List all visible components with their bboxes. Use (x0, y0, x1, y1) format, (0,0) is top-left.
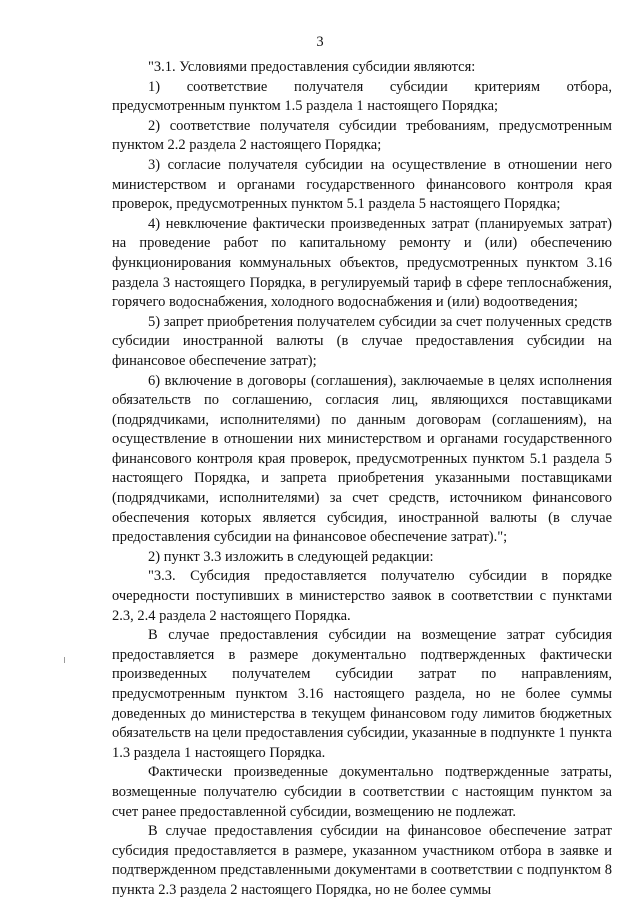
paragraph-3-3: "3.3. Субсидия предоставляется получателю субсидии в порядке очередности поступивших в министерство заявок в соответствии с пунктами 2.3, 2.4 раздела 2 настоящего Порядка. (112, 568, 612, 624)
paragraph-condition-2: 2) соответствие получателя субсидии требованиям, предусмотренным пунктом 2.2 раздела 2 настоящего Порядка; (112, 117, 612, 154)
scan-mark (64, 657, 65, 663)
paragraph-financial-support: В случае предоставления субсидии на финансовое обеспечение затрат субсидия предоставляется в размере, указанном участником отбора в заявке и подтвержденном представленными документами в соответствии с подпунктом 8 пункта 2.3 раздела 2 настоящего Порядка, но не более суммы (112, 823, 612, 898)
paragraph-condition-6: 6) включение в договоры (соглашения), заключаемые в целях исполнения обязательств по соглашению, согласия лиц, являющихся поставщиками (подрядчиками, исполнителями) по данным договорам (соглашениям), на осуществление в отношении них министерством и органами государственного финансового контроля края проверок, предусмотренных пунктом 5.1 раздела 5 настоящего Порядка, и запрета приобретения указанными поставщиками (подрядчиками, исполнителями) за счет средств, источником финансового обеспечения которых является субсидия, иностранной валюты (в случае предоставления субсидии на финансовое обеспечение затрат)."; (112, 372, 612, 546)
paragraph-condition-1: 1) соответствие получателя субсидии критериям отбора, предусмотренным пунктом 1.5 раздела 1 настоящего Порядка; (112, 78, 612, 115)
paragraph-condition-5: 5) запрет приобретения получателем субсидии за счет полученных средств субсидии иностранной валюты (в случае предоставления субсидии на финансовое обеспечение затрат); (112, 313, 612, 369)
page-number: 3 (316, 34, 324, 50)
paragraph-condition-4: 4) невключение фактически произведенных затрат (планируемых затрат) на проведение работ по капитальному ремонту и (или) обеспечению функционирования коммунальных объектов, предусмотренных пунктом 3.16 раздела 3 настоящего Порядка, в регулируемый тариф в сфере теплоснабжения, горячего водоснабжения, холодного водоснабжения и (или) водоотведения; (112, 215, 612, 311)
document-body (112, 58, 612, 901)
paragraph-reimbursed-costs: Фактически произведенные документально подтвержденные затраты, возмещенные получателю субсидии в соответствии с настоящим пунктом за счет ранее предоставленной субсидии, возмещению не подлежат. (112, 764, 612, 820)
paragraph-amendment-2: 2) пункт 3.3 изложить в следующей редакции: (148, 548, 434, 565)
paragraph-condition-3: 3) согласие получателя субсидии на осуществление в отношении него министерством и органами государственного финансового контроля края проверок, предусмотренных пунктом 5.1 раздела 5 настоящего Порядка; (112, 156, 612, 213)
paragraph-3-1-heading: "3.1. Условиями предоставления субсидии являются: (148, 59, 476, 75)
paragraph-reimbursement: В случае предоставления субсидии на возмещение затрат субсидия предоставляется в размере документально подтвержденных фактически произведенных получателем субсидии затрат по направлениям, предусмотренным пунктом 3.16 настоящего раздела, но не более суммы доведенных до министерства в текущем финансовом году лимитов бюджетных обязательств на цели предоставления субсидии, указанные в подпункте 1 пункта 1.3 раздела 1 настоящего Порядка. (112, 627, 612, 761)
